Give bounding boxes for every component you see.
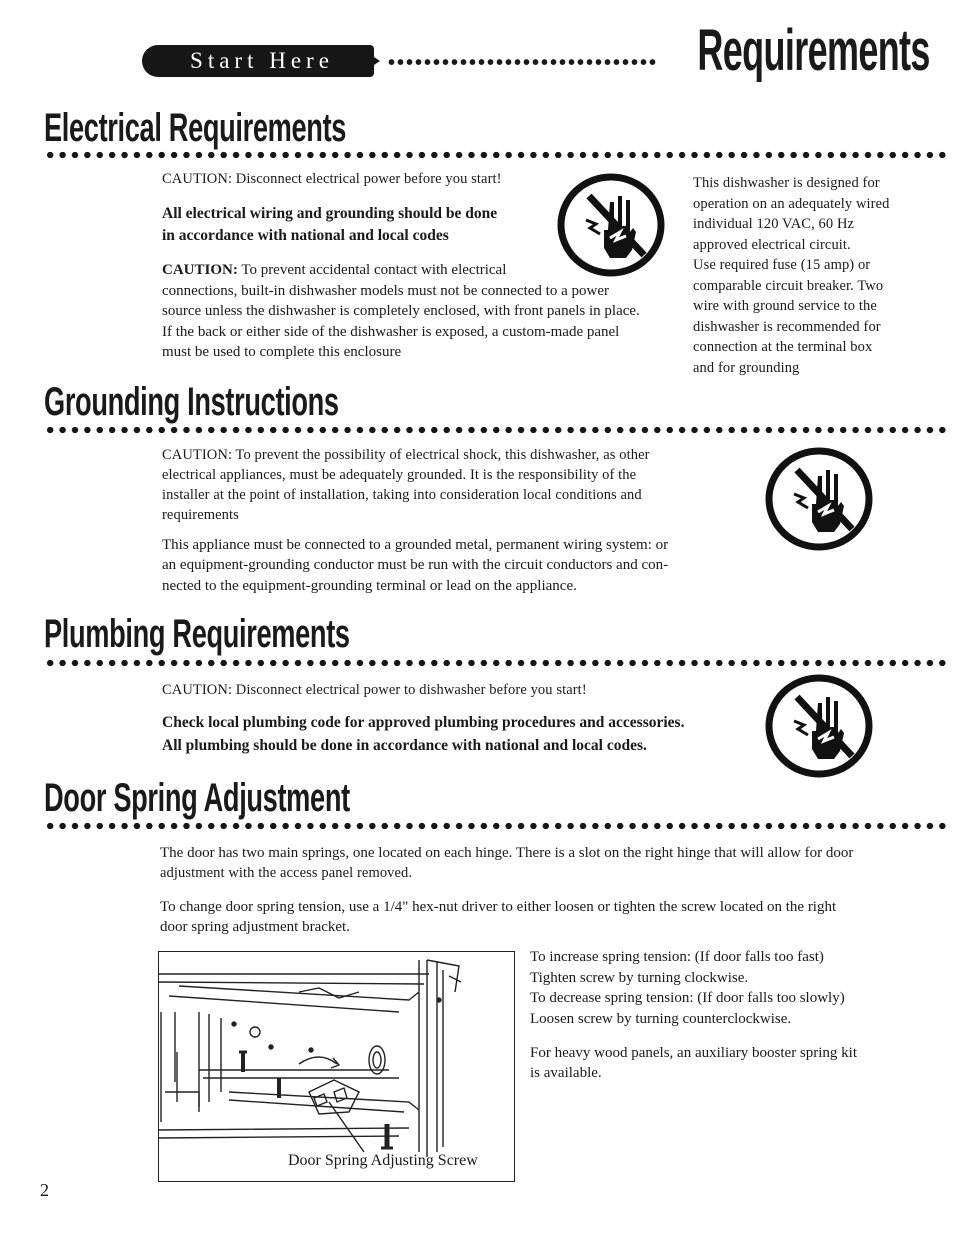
grounding-body-line-2: an equipment-grounding conductor must be run with the circuit conductors and con- [162, 557, 669, 573]
electrical-caution-2-line-3: source unless the dishwasher is completely enclosed, with front panels in place. [162, 303, 640, 319]
caution-label: CAUTION: [162, 262, 238, 278]
grounding-dot-rule [44, 426, 946, 434]
electrical-dot-rule [44, 151, 946, 159]
booster-kit-line-1: For heavy wood panels, an auxiliary booster spring kit [530, 1045, 858, 1061]
start-here-label: Start Here [190, 48, 334, 73]
side-line-2: operation on an adequately wired [693, 195, 890, 212]
plumbing-bold-line-2: All plumbing should be done in accordance with national and local codes. [162, 737, 647, 754]
grounding-heading: Grounding Instructions [44, 380, 339, 424]
plumbing-dot-rule [44, 659, 946, 667]
plumbing-caution: CAUTION: Disconnect electrical power to dishwasher before you start! [162, 682, 587, 698]
side-line-8: dishwasher is recommended for [693, 318, 881, 335]
side-line-5: Use required fuse (15 amp) or [693, 257, 871, 273]
electrical-caution-2-line-2: connections, built-in dishwasher models must not be connected to a power [162, 283, 609, 299]
header-leader-dots: •••••••••••••••••••••••••••••• [388, 52, 659, 74]
electrical-heading: Electrical Requirements [44, 106, 347, 150]
loosen-screw-line: Loosen screw by turning counterclockwise. [530, 1011, 792, 1027]
page-title: Requirements [697, 18, 930, 83]
grounding-caution-line-2: electrical appliances, must be adequately grounded. It is the responsibility of the [162, 467, 637, 483]
door-spring-para-2-line-2: door spring adjustment bracket. [160, 919, 350, 935]
door-spring-figure [158, 951, 515, 1182]
tighten-screw-line: Tighten screw by turning clockwise. [530, 970, 749, 986]
side-line-1: This dishwasher is designed for [693, 175, 880, 191]
side-line-3: individual 120 VAC, 60 Hz [693, 216, 855, 232]
electrical-caution-2-line-1: To prevent accidental contact with electrical [237, 262, 507, 278]
page-number: 2 [40, 1180, 49, 1200]
electrical-caution-2 [162, 260, 506, 281]
shock-hazard-icon [556, 172, 666, 278]
electrical-caution-2-line-4: If the back or either side of the dishwasher is exposed, a custom-made panel [162, 324, 620, 340]
side-line-6: comparable circuit breaker. Two [693, 277, 884, 294]
shock-hazard-icon [764, 446, 874, 552]
increase-tension-line: To increase spring tension: (If door falls too fast) [530, 949, 824, 965]
plumbing-bold-line-1: Check local plumbing code for approved plumbing procedures and accessories. [162, 714, 685, 731]
electrical-caution-1: CAUTION: Disconnect electrical power before you start! [162, 171, 502, 187]
grounding-caution-line-4: requirements [162, 507, 239, 523]
grounding-body-line-3: nected to the equipment-grounding terminal or lead on the appliance. [162, 578, 577, 594]
electrical-bold-line-1: All electrical wiring and grounding should be done [162, 205, 498, 222]
door-spring-para-1-line-1: The door has two main springs, one located on each hinge. There is a slot on the right hinge that will allow for door [160, 845, 854, 861]
door-spring-para-1-line-2: adjustment with the access panel removed. [160, 865, 413, 881]
start-here-badge [142, 45, 374, 77]
grounding-caution-line-3: installer at the point of installation, taking into consideration local conditions and [162, 487, 642, 503]
plumbing-heading: Plumbing Requirements [44, 612, 350, 656]
side-line-7: wire with ground service to the [693, 298, 877, 314]
badge-arrow [368, 53, 380, 69]
electrical-bold-line-2: in accordance with national and local codes [162, 227, 449, 244]
decrease-tension-line: To decrease spring tension: (If door falls too slowly) [530, 990, 845, 1006]
door-spring-para-2-line-1: To change door spring tension, use a 1/4" hex-nut driver to either loosen or tighten the screw located on the right [160, 899, 837, 915]
side-line-9: connection at the terminal box [693, 339, 873, 355]
side-line-10: and for grounding [693, 359, 800, 376]
hinge-bracket-illustration [159, 952, 515, 1182]
figure-caption: Door Spring Adjusting Screw [288, 1152, 478, 1169]
side-line-4: approved electrical circuit. [693, 236, 851, 253]
door-spring-dot-rule [44, 822, 946, 830]
booster-kit-line-2: is available. [530, 1065, 602, 1081]
shock-hazard-icon [764, 673, 874, 779]
electrical-caution-2-line-5: must be used to complete this enclosure [162, 344, 402, 360]
grounding-caution-line-1: CAUTION: To prevent the possibility of electrical shock, this dishwasher, as other [162, 447, 650, 463]
grounding-body-line-1: This appliance must be connected to a grounded metal, permanent wiring system: or [162, 537, 669, 553]
electrical-side-text [693, 173, 933, 378]
door-spring-heading: Door Spring Adjustment [44, 776, 350, 820]
